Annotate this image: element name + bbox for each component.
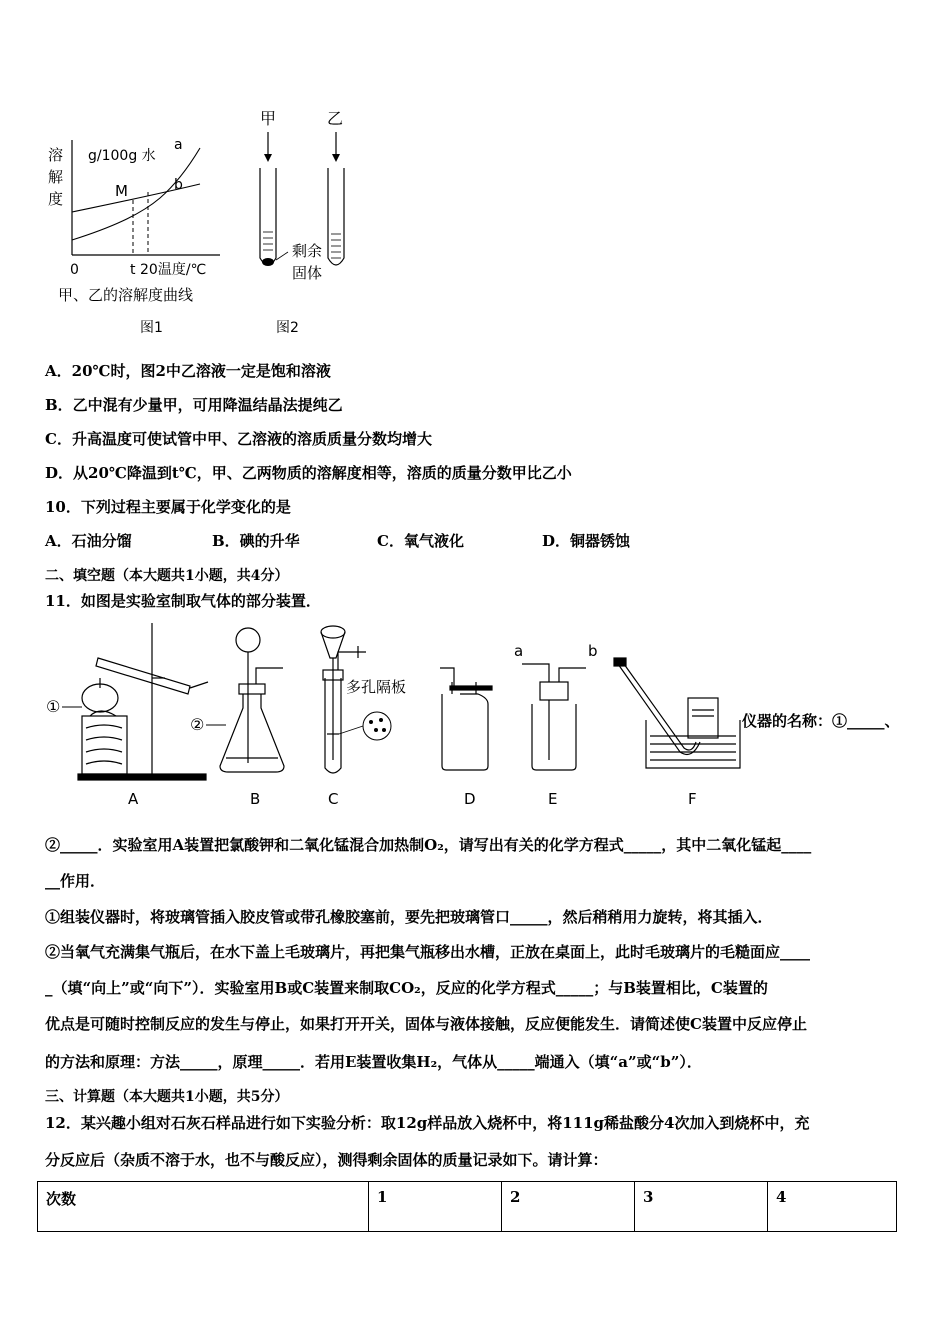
table-cell: 次数 <box>38 1182 369 1232</box>
q11-line-1: ②_____．实验室用A装置把氯酸钾和二氧化锰混合加热制O₂，请写出有关的化学方程式_____，其中二氧化锰起____ <box>45 836 812 854</box>
q11-line-3: ①组装仪器时，将玻璃管插入胶皮管或带孔橡胶塞前，要先把玻璃管口_____，然后稍稍用力旋转，将其插入． <box>45 908 773 926</box>
apparatus-side-text: 仪器的名称：①_____、 <box>742 712 900 730</box>
curve-b-label: b <box>174 177 183 193</box>
q11-stem: 11．如图是实验室制取气体的部分装置． <box>45 592 321 610</box>
y-axis-label-1: 溶 <box>48 146 64 164</box>
apparatus-label-e: E <box>548 790 558 808</box>
q9-option-b: B．乙中混有少量甲，可用降温结晶法提纯乙 <box>45 396 343 414</box>
marker-2: ② <box>190 715 205 734</box>
q10-option-d: D．铜器锈蚀 <box>542 532 631 550</box>
tube-label-yi: 乙 <box>327 109 344 128</box>
point-m-label: M <box>115 182 128 200</box>
q12-line-2: 分反应后（杂质不溶于水，也不与酸反应），测得剩余固体的质量记录如下。请计算： <box>45 1151 608 1169</box>
apparatus-label-c: C <box>328 790 339 808</box>
apparatus-label-d: D <box>464 790 476 808</box>
y-axis-label-3: 度 <box>48 190 64 208</box>
section-2-heading: 二、填空题（本大题共1小题，共4分） <box>45 568 289 584</box>
tube-label-jia: 甲 <box>260 109 277 128</box>
apparatus-c <box>321 626 366 773</box>
apparatus-b <box>220 628 284 772</box>
solubility-graph <box>48 137 220 336</box>
graph-caption: 甲、乙的溶解度曲线 <box>58 286 194 304</box>
table-cell: 2 <box>502 1182 635 1232</box>
apparatus-d <box>440 668 492 770</box>
section-3-heading: 三、计算题（本大题共1小题，共5分） <box>45 1089 289 1105</box>
port-a-label: a <box>514 642 524 660</box>
q9-option-a: A．20℃时，图2中乙溶液一定是饱和溶液 <box>45 362 331 380</box>
x-axis-label: 20温度/℃ <box>140 262 207 278</box>
test-tubes-figure <box>260 109 344 336</box>
fig2-label: 图2 <box>276 320 299 336</box>
table-cell: 3 <box>635 1182 768 1232</box>
apparatus-e <box>522 664 586 770</box>
apparatus-a <box>78 623 208 780</box>
fig1-label: 图1 <box>140 320 163 336</box>
table-header-row <box>38 1182 897 1232</box>
q10-option-a: A．石油分馏 <box>45 532 132 550</box>
q11-line-6: 优点是可随时控制反应的发生与停止，如果打开开关，固体与液体接触，反应便能发生．请简述使C装置中反应停止 <box>45 1015 807 1033</box>
port-b-label: b <box>588 642 598 660</box>
q9-option-c: C．升高温度可使试管中甲、乙溶液的溶质质量分数均增大 <box>45 430 432 448</box>
porous-plate-label: 多孔隔板 <box>346 678 407 696</box>
residue-label-2: 固体 <box>292 264 323 282</box>
q11-line-5: _（填“向上”或“向下”）．实验室用B或C装置来制取CO₂，反应的化学方程式_____；与B装置相比，C装置的 <box>45 979 768 997</box>
y-axis-label-2: 解 <box>48 168 64 186</box>
apparatus-label-b: B <box>250 790 261 808</box>
apparatus-label-a: A <box>128 790 139 808</box>
unit-label: g/100g 水 <box>88 148 156 164</box>
t-tick-label: t <box>130 262 136 278</box>
q11-line-2: __作用． <box>45 872 106 890</box>
marker-1: ① <box>46 697 61 716</box>
table-cell: 1 <box>369 1182 502 1232</box>
q9-option-d: D．从20℃降温到t℃，甲、乙两物质的溶解度相等，溶质的质量分数甲比乙小 <box>45 464 572 482</box>
solubility-figure <box>40 100 370 345</box>
table-cell: 4 <box>768 1182 897 1232</box>
q10-stem: 10．下列过程主要属于化学变化的是 <box>45 498 291 516</box>
origin-label: 0 <box>70 262 79 278</box>
q11-line-7: 的方法和原理：方法_____，原理_____．若用E装置收集H₂，气体从_____端通入（填“a”或“b”）． <box>45 1053 702 1071</box>
curve-a-label: a <box>174 137 183 153</box>
q10-option-b: B．碘的升华 <box>212 532 300 550</box>
results-table <box>37 1181 897 1232</box>
apparatus-label-f: F <box>688 790 697 808</box>
q12-line-1: 12．某兴趣小组对石灰石样品进行如下实验分析：取12g样品放入烧杯中，将111g稀盐酸分4次加入到烧杯中，充 <box>45 1114 810 1132</box>
residue-label-1: 剩余 <box>292 242 323 260</box>
q11-line-4: ②当氧气充满集气瓶后，在水下盖上毛玻璃片，再把集气瓶移出水槽，正放在桌面上，此时毛玻璃片的毛糙面应____ <box>45 943 811 961</box>
apparatus-f <box>614 658 740 768</box>
q10-option-c: C．氧气液化 <box>377 532 464 550</box>
